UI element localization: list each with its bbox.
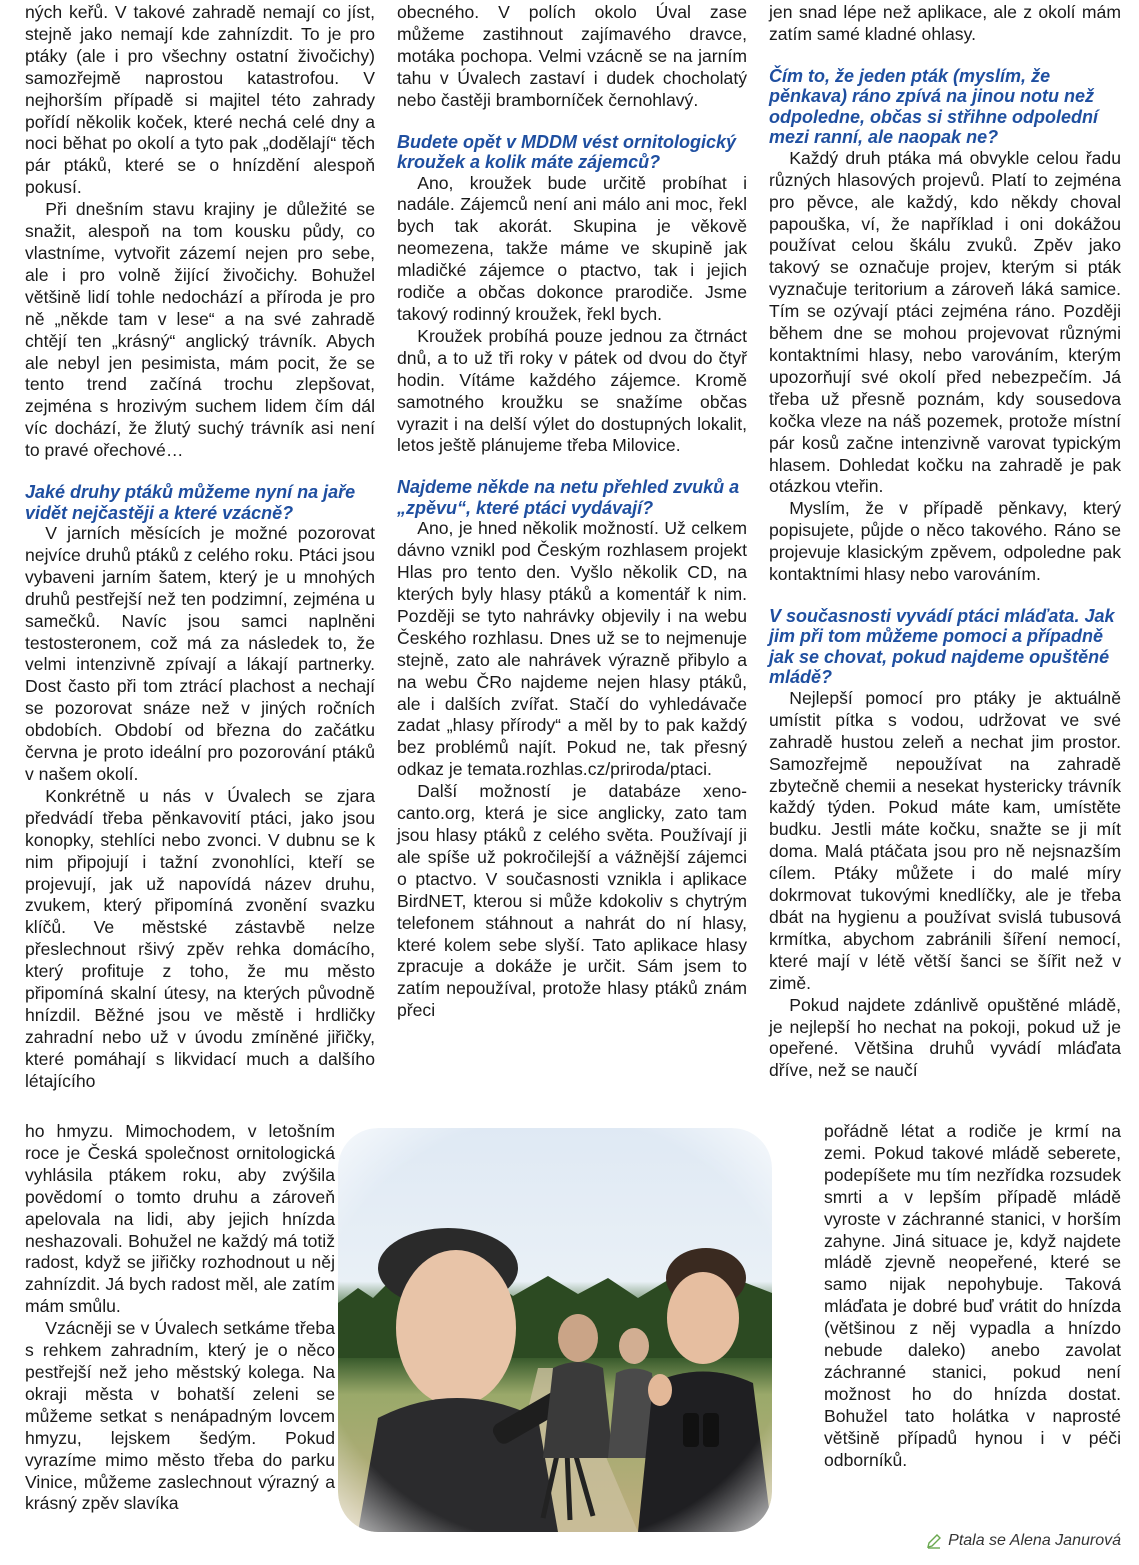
column-1-tail bbox=[25, 1121, 335, 1515]
paragraph: Vzácněji se v Úvalech setkáme třeba s rehkem zahradním, který je o něco pestřejší než jeho městský kolega. Na okraji města v bohatší zeleni se můžeme setkat s nenápadným lovcem hmyzu, lejskem šedým. Pokud vyrazíme mimo město třeba do parku Vinice, můžeme zaslechnout výrazný a krásný zpěv slavíka bbox=[25, 1318, 335, 1514]
paragraph: ho hmyzu. Mimochodem, v letošním roce je Česká společnost ornitologická vyhlásila ptákem roku, aby zvýšila povědomí o tomto druhu a zároveň apelovala na lidi, aby jejich hnízda neshazovali. Bohužel ne každý má totiž radost, když se jiřičky rozhodnout u něj zahnízdit. Já bych radost měl, ale zatím mám smůlu. bbox=[25, 1121, 335, 1317]
photo-image bbox=[338, 1128, 772, 1532]
column-3 bbox=[769, 2, 1121, 1082]
author-credit bbox=[926, 1532, 1121, 1550]
question-heading: Jaké druhy ptáků můžeme nyní na jaře vidět nejčastěji a které vzácně? bbox=[25, 482, 356, 523]
pencil-icon bbox=[926, 1533, 942, 1549]
column-3-tail bbox=[824, 1121, 1121, 1472]
paragraph: Pokud najdete zdánlivě opuštěné mládě, je nejlepší ho nechat na pokoji, pokud už je opeřené. Většina druhů vyvádí mláďata dříve, než se naučí bbox=[769, 994, 1121, 1081]
question-heading: V současnosti vyvádí ptáci mláďata. Jak jim při tom můžeme pomoci a případně jak se chovat, pokud najdeme opuštěné mládě? bbox=[769, 605, 1115, 688]
group-photo bbox=[338, 1128, 772, 1532]
paragraph: Při dnešním stavu krajiny je důležité se snažit, alespoň na tom kousku půdy, co vlastníme, vytvořit zázemí nejen pro sebe, ale i pro volně žijící živočichy. Bohužel většině lidí tohle nedochází a příroda je pro ně „někde tam v lese“ a na své zahradě chtějí ten „krásný“ anglický trávník. Abych ale nebyl jen pesimista, mám pocit, že se tento trend začíná trochu zlepšovat, zejména s hrozivým suchem lidem čím dál víc dochází, že žlutý suchý trávník asi není to pravé ořechové… bbox=[25, 199, 375, 461]
paragraph: Konkrétně u nás v Úvalech se zjara předvádí třeba pěnkavovití ptáci, jako jsou konopky, stehlíci nebo zvonci. V dubnu se k nim připojují i tažní zvonohlíci, kteří se projevují, jak už napovídá název druhu, zvukem, který připomíná zvonění svazku klíčů. Ve městské zástavbě nelze přeslechnout ršivý zpěv rehka domácího, který profituje z toho, že mu město připomíná skalní útesy, na kterých původně hnízdil. Běžné jsou ve městě i hrdličky zahradní nebo už v úvodu zmíněné jiřičky, které pomáhají s likvidací much a dalšího létajícího bbox=[25, 785, 375, 1091]
paragraph: pořádně létat a rodiče je krmí na zemi. Pokud takové mládě seberete, podepíšete mu tím nezřídka rozsudek smrti a v lepším případě mládě vyroste v záchranné stanici, v horším zahyne. Jiná situace je, když najdete mládě zjevně neopeřené, které se samo nijak nepohybuje. Taková mláďata je dobré buď vrátit do hnízda (většinou z něj vypadla a hnízdo nebude daleko) anebo zavolat záchranné stanici, pokud není možnost ho do hnízda dostat. Bohužel tato holátka v naprosté většině případů hynou i v péči odborníků. bbox=[824, 1121, 1121, 1470]
question-heading: Čím to, že jeden pták (myslím, že pěnkava) ráno zpívá na jinou notu než odpoledne, občas si střihne odpolední mezi ranní, ale naopak ne? bbox=[769, 65, 1099, 148]
question-heading: Najdeme někde na netu přehled zvuků a „zpěvu“, které ptáci vydávají? bbox=[397, 477, 740, 518]
paragraph: Ano, kroužek bude určitě probíhat i nadále. Zájemců není ani málo ani moc, řekl bych tak akorát. Skupina je věkově neomezena, takže máme ve skupině jak mladičké zájemce o ptactvo, tak i jejich rodiče a občas dokonce prarodiče. Jsme takový rodinný kroužek, řekl bych. bbox=[397, 172, 747, 324]
paragraph: Každý druh ptáka má obvykle celou řadu různých hlasových projevů. Platí to zejména pro pěvce, ale každý, kdo někdy choval papouška, ví, že například i oni dokážou používat celou škálu zvuků. Zpěv jako takový se označuje projev, kterým si pták vyznačuje teritorium a zároveň láká samice. Tím se ozývají ptáci zejména ráno. Později během dne se mohou projevovat různými kontaktními hlasy, nebo varováním, kterým upozorňují své okolí před nebezpečím. Já třeba už přesně poznám, kdy sousedova kočka vleze na náš pozemek, protože místní pár kosů začne intenzivně varovat typickým hlasem. Dohledat kočku na zahradě je pak otázkou vteřin. bbox=[769, 147, 1121, 497]
column-1 bbox=[25, 2, 375, 1093]
author-name: Ptala se Alena Janurová bbox=[948, 1532, 1121, 1549]
column-2 bbox=[397, 2, 747, 1022]
paragraph: Ano, je hned několik možností. Už celkem dávno vznikl pod Českým rozhlasem projekt Hlas pro tento den. Vyšlo několik CD, na kterých byly hlasy ptáků a komentář k nim. Později se tyto nahrávky objevily i na webu Českého rozhlasu. Dnes už se to nejmenuje stejně, zato ale nahrávek výrazně přibylo a na webu ČRo najdeme nejen hlasy ptáků, ale i dalších zvířat. Stačí do vyhledávače zadat „hlasy přírody“ a měl by to pak každý bez problémů najít. Pokud ne, tak přesný odkaz je temata.rozhlas.cz/priroda/ptaci. bbox=[397, 518, 747, 780]
paragraph: Nejlepší pomocí pro ptáky je aktuálně umístit pítka s vodou, udržovat ve své zahradě hustou zeleň a nechat jim prostor. Samozřejmě nepoužívat na zahradě zbytečně chemii a nesekat hystericky trávník každý týden. Pokud máte kam, umístěte budku. Jestli máte kočku, snažte se ji mít doma. Malá ptáčata jsou pro ně nejsnazším cílem. Ptáky můžete i do malé míry dokrmovat tukovými knedlíčky, ale je třeba dbát na hygienu a používat svislá tubusová krmítka, abychom zabránili šíření nemocí, které mají v létě větší šanci se šířit než v zimě. bbox=[769, 687, 1121, 993]
paragraph: Další možností je databáze xeno-canto.org, která je sice anglicky, zato tam jsou hlasy ptáků z celého světa. Používají ji ale spíše už pokročilejší a vážnější zájemci o ptactvo. V současnosti vznikla i aplikace BirdNET, kterou si může kdokoliv s chytrým telefonem stáhnout a nahrát do ní hlasy, které kolem sebe slyší. Tato aplikace hlasy zpracuje a dokáže je určit. Sám jsem to zatím nepoužíval, protože hlasy ptáků znám přeci bbox=[397, 781, 747, 1021]
paragraph: V jarních měsících je možné pozorovat nejvíce druhů ptáků z celého roku. Ptáci jsou vybaveni jarním šatem, který je u mnohých druhů pestřejší než ten podzimní, zejména u samečků. Navíc jsou samci naplněni testosteronem, což má za následek to, že velmi intenzivně zpívají a lákají partnerky. Dost často při tom ztrácí plachost a nechají se pozorovat snáze než v jiných ročních obdobích. Období od března do začátku června je proto ideální pro pozorování ptáků v našem okolí. bbox=[25, 523, 375, 784]
paragraph: Myslím, že v případě pěnkavy, který popisujete, půjde o něco takového. Ráno se projevuje klasickým zpěvem, odpoledne pak kontaktními hlasy nebo varováním. bbox=[769, 498, 1121, 585]
paragraph: obecného. V polích okolo Úval zase můžeme zastihnout zajímavého dravce, motáka pochopa. Velmi vzácně se na jarním tahu v Úvalech zastaví i dudek chocholatý nebo častěji bramborníček černohlavý. bbox=[397, 2, 747, 110]
question-heading: Budete opět v MDDM vést ornitologický kroužek a kolik máte zájemců? bbox=[397, 131, 737, 173]
paragraph: ných keřů. V takové zahradě nemají co jíst, stejně jako nemají kde zahnízdit. To je pro ptáky (ale i pro všechny ostatní živočichy) samozřejmě naprostou katastrofou. V nejhorším případě si majitel této zahrady pořídí několik koček, které nechá celé dny a noci běhat po okolí a tyto pak „dodělají“ těch pár ptáků, které se o hnízdění alespoň pokusí. bbox=[25, 2, 375, 198]
paragraph: Kroužek probíhá pouze jednou za čtrnáct dnů, a to už tři roky v pátek od dvou do čtyř hodin. Vítáme každého zájemce. Kromě samotného kroužku se snažíme občas vyrazit i na delší výlet do dostupných lokalit, letos ještě plánujeme třeba Milovice. bbox=[397, 325, 747, 456]
paragraph: jen snad lépe než aplikace, ale z okolí mám zatím samé kladné ohlasy. bbox=[769, 2, 1121, 44]
